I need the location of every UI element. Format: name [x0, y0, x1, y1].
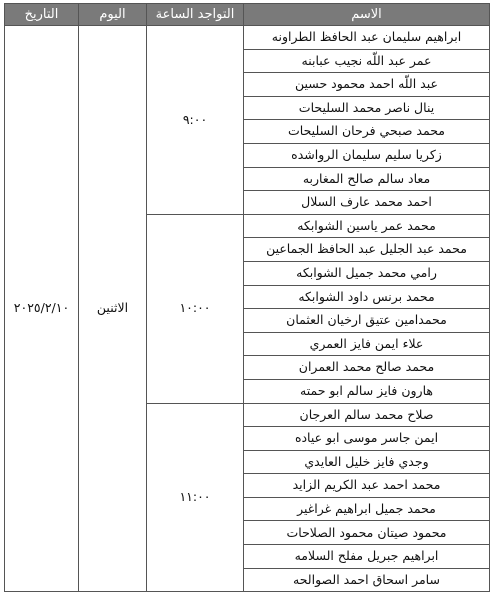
name-cell: هارون فايز سالم ابو حمته [244, 379, 490, 403]
name-cell: محمدامين عتيق ارخيان العثمان [244, 309, 490, 333]
name-cell: محمود صيتان محمود الصلاحات [244, 521, 490, 545]
time-cell: ١١:٠٠ [147, 403, 244, 592]
name-cell: محمد احمد عبد الكريم الزايد [244, 474, 490, 498]
name-cell: سامر اسحاق احمد الصوالحه [244, 568, 490, 592]
name-cell: علاء ايمن فايز العمري [244, 332, 490, 356]
name-cell: صلاح محمد سالم العرجان [244, 403, 490, 427]
header-name: الاسم [244, 4, 490, 26]
name-cell: محمد عمر ياسين الشوابكه [244, 214, 490, 238]
time-cell: ١٠:٠٠ [147, 214, 244, 403]
name-cell: ابراهيم سليمان عبد الحافظ الطراونه [244, 26, 490, 50]
header-time: التواجد الساعة [147, 4, 244, 26]
name-cell: محمد برنس داود الشوابكه [244, 285, 490, 309]
header-day: اليوم [79, 4, 147, 26]
name-cell: احمد محمد عارف السلال [244, 191, 490, 215]
date-cell: ٢٠٢٥/٢/١٠ [5, 26, 79, 592]
name-cell: رامي محمد جميل الشوابكه [244, 261, 490, 285]
name-cell: زكريا سليم سليمان الرواشده [244, 143, 490, 167]
day-cell: الاثنين [79, 26, 147, 592]
name-cell: معاد سالم صالح المغاربه [244, 167, 490, 191]
name-cell: ابراهيم جبريل مفلح السلامه [244, 545, 490, 569]
name-cell: محمد صالح محمد العمران [244, 356, 490, 380]
name-cell: محمد جميل ابراهيم غراغير [244, 497, 490, 521]
name-cell: محمد عبد الجليل عبد الحافظ الجماعين [244, 238, 490, 262]
schedule-table [4, 3, 490, 592]
schedule-body [5, 26, 490, 592]
header-date: التاريخ [5, 4, 79, 26]
time-cell: ٩:٠٠ [147, 26, 244, 215]
name-cell: ينال ناصر محمد السليحات [244, 96, 490, 120]
table-row [5, 26, 490, 50]
name-cell: ايمن جاسر موسى ابو عياده [244, 427, 490, 451]
header-row [5, 4, 490, 26]
name-cell: عبد اللّه احمد محمود حسين [244, 73, 490, 97]
name-cell: محمد صبحي فرحان السليحات [244, 120, 490, 144]
name-cell: عمر عبد اللّه نجيب عبابنه [244, 49, 490, 73]
name-cell: وجدي فايز خليل العايدي [244, 450, 490, 474]
